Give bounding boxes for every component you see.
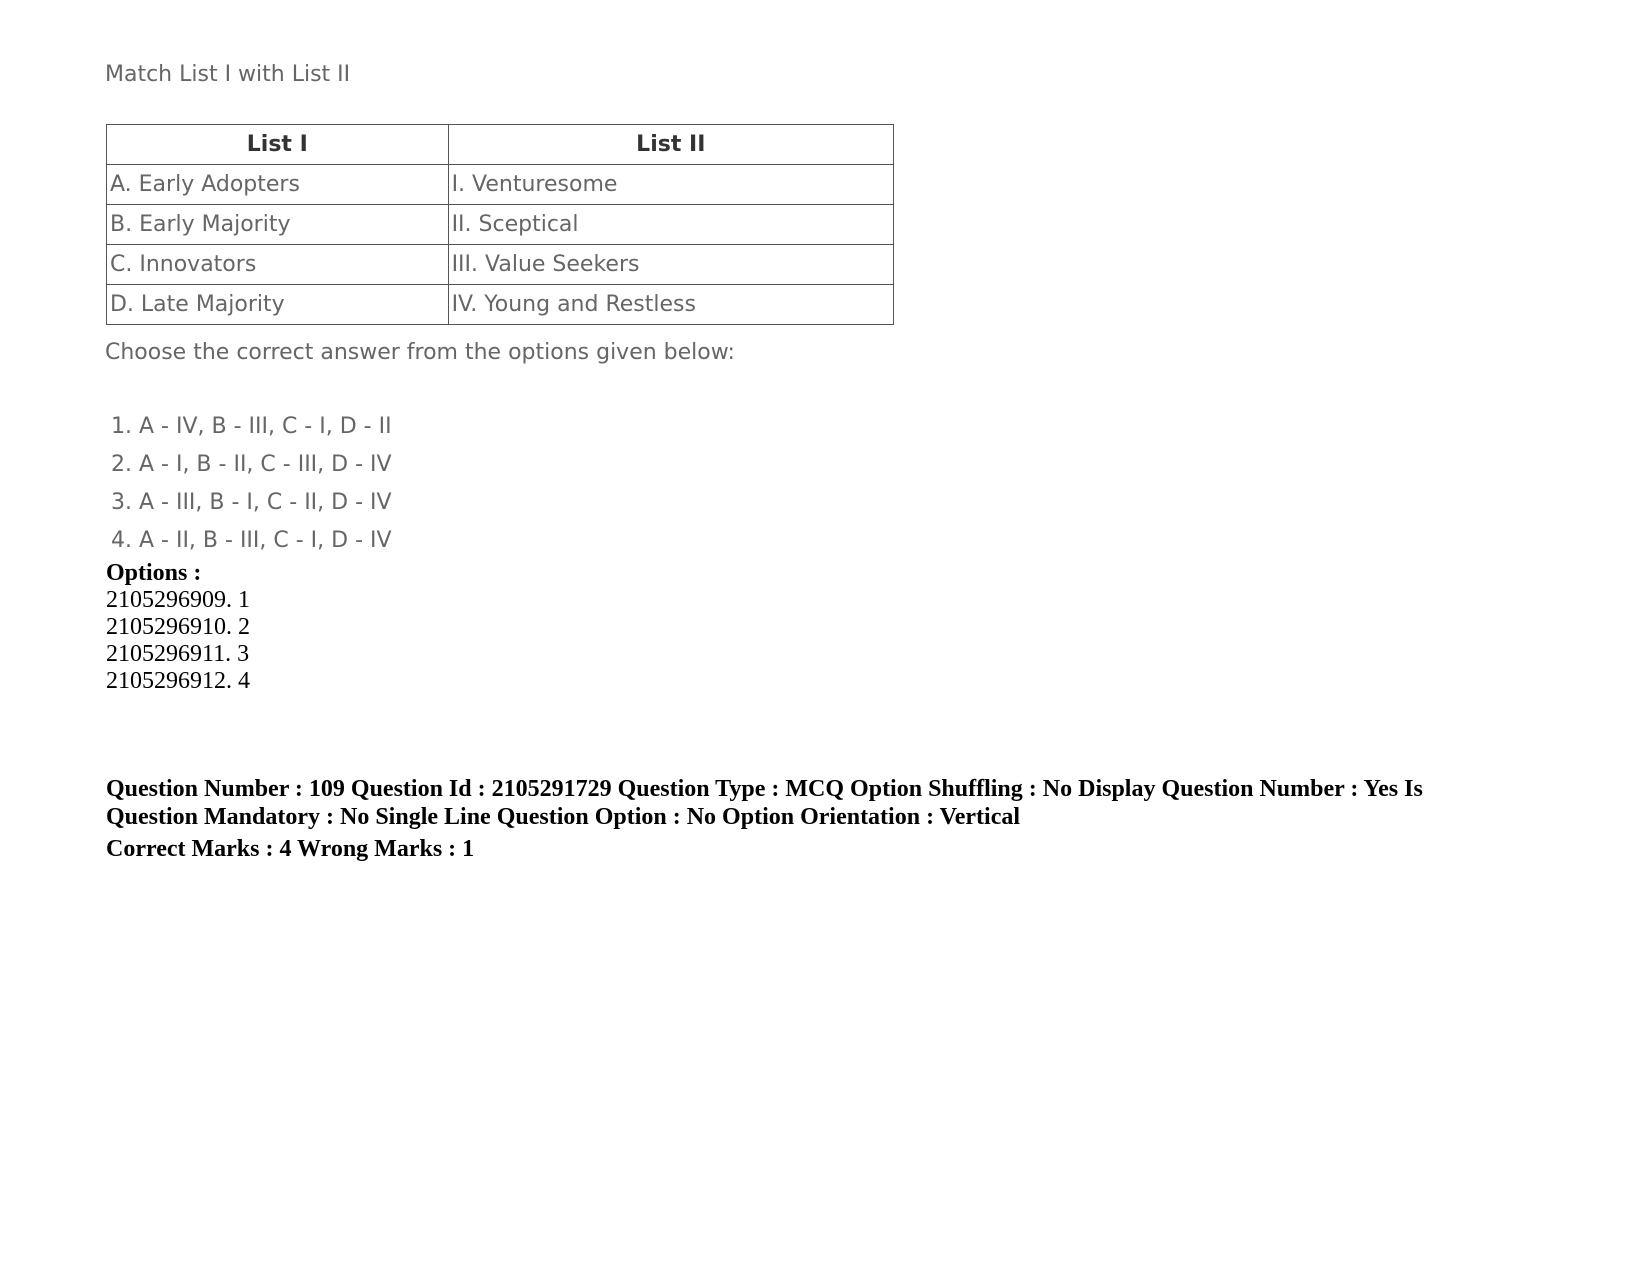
question-info	[106, 775, 1566, 831]
option-item: 2105296912. 4	[106, 668, 250, 694]
question-image	[105, 58, 906, 553]
answer-choice: 4. A - II, B - III, C - I, D - IV	[111, 528, 392, 553]
table-row	[107, 245, 894, 285]
table-row	[107, 205, 894, 245]
table-header-row	[107, 125, 894, 165]
marks-info: Correct Marks : 4 Wrong Marks : 1	[106, 836, 475, 862]
table-row	[107, 165, 894, 205]
list-1-item: D. Late Majority	[107, 285, 449, 325]
list-1-item: C. Innovators	[107, 245, 449, 285]
answer-choice: 1. A - IV, B - III, C - I, D - II	[111, 414, 392, 439]
list-1-header: List I	[107, 125, 449, 165]
answer-choice: 2. A - I, B - II, C - III, D - IV	[111, 452, 392, 477]
list-2-item: IV. Young and Restless	[448, 285, 893, 325]
option-item: 2105296911. 3	[106, 641, 250, 667]
option-item: 2105296910. 2	[106, 614, 250, 640]
list-2-item: II. Sceptical	[448, 205, 893, 245]
option-item: 2105296909. 1	[106, 587, 250, 613]
list-2-item: I. Venturesome	[448, 165, 893, 205]
match-table	[106, 124, 894, 325]
question-intro: Match List I with List II	[105, 62, 351, 87]
list-1-item: B. Early Majority	[107, 205, 449, 245]
list-1-item: A. Early Adopters	[107, 165, 449, 205]
table-row	[107, 285, 894, 325]
question-info-line-2: Question Mandatory : No Single Line Question Option : No Option Orientation : Vertical	[106, 804, 1021, 830]
options-block	[106, 560, 250, 695]
question-info-line-1: Question Number : 109 Question Id : 2105291729 Question Type : MCQ Option Shuffling : No Display Question Number : Yes Is	[106, 776, 1423, 802]
list-2-item: III. Value Seekers	[448, 245, 893, 285]
instruction-text: Choose the correct answer from the options given below:	[105, 340, 735, 365]
options-label: Options :	[106, 560, 202, 586]
answer-choice: 3. A - III, B - I, C - II, D - IV	[111, 490, 392, 515]
answer-list	[111, 408, 392, 560]
list-2-header: List II	[448, 125, 893, 165]
